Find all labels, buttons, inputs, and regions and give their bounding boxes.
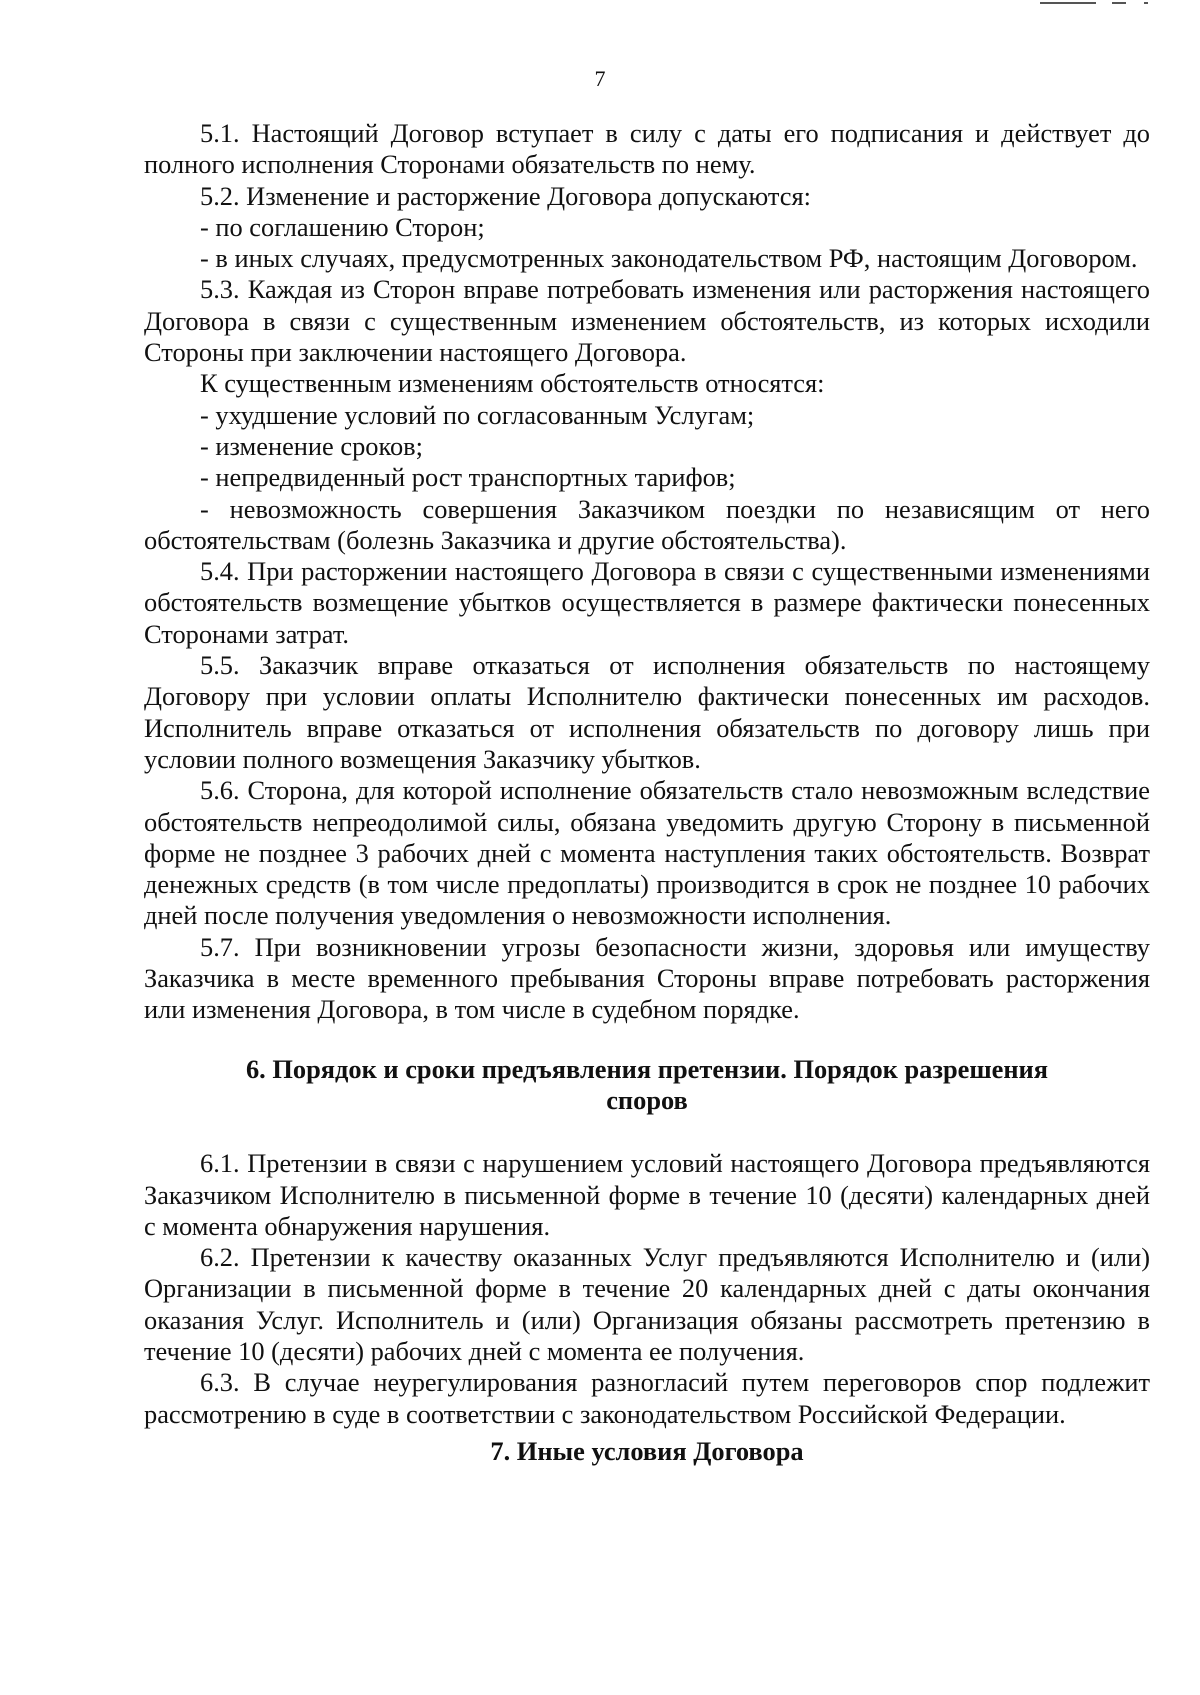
list-item-agreement: - по соглашению Сторон; bbox=[200, 211, 485, 242]
paragraph-5-2: 5.2. Изменение и расторжение Договора допускаются: bbox=[200, 180, 811, 211]
paragraph-5-3: 5.3. Каждая из Сторон вправе потребовать изменения или расторжения настоящего Договора в связи с существенным изменением обстоятельств, из которых исходили Стороны при заключении настоящего Договора. bbox=[144, 274, 1150, 368]
paragraph-5-1: 5.1. Настоящий Договор вступает в силу с даты его подписания и действует до полного исполнения Сторонами обязательств по нему. bbox=[144, 118, 1150, 180]
paragraph-5-7: 5.7. При возникновении угрозы безопасности жизни, здоровья или имуществу Заказчика в месте временного пребывания Стороны вправе потребовать расторжения или изменения Договора, в том числе в судебном порядке. bbox=[144, 931, 1150, 1025]
page-number: 7 bbox=[594, 66, 606, 91]
list-item-term-change: - изменение сроков; bbox=[200, 430, 423, 461]
paragraph-6-1: 6.1. Претензии в связи с нарушением условий настоящего Договора предъявляются Заказчиком Исполнителю в письменной форме в течение 10 (десяти) календарных дней с момента обнаружения нарушения. bbox=[144, 1148, 1150, 1241]
paragraph-5-6: 5.6. Сторона, для которой исполнение обязательств стало невозможным вследствие обстоятельств непреодолимой силы, обязана уведомить другую Сторону в письменной форме не позднее 3 рабочих дней с момента наступления таких обстоятельств. Возврат денежных средств (в том числе предоплаты) производится в срок не позднее 10 рабочих дней после получения уведомления о невозможности исполнения. bbox=[144, 775, 1150, 931]
spacer bbox=[144, 1116, 1150, 1148]
paragraph-5-5: 5.5. Заказчик вправе отказаться от исполнения обязательств по настоящему Договору при условии оплаты Исполнителю фактически понесенных им расходов. Исполнитель вправе отказаться от исполнения обязательств по договору лишь при условии полного возмещения Заказчику убытков. bbox=[144, 650, 1150, 774]
paragraph-6-3: 6.3. В случае неурегулирования разногласий путем переговоров спор подлежит рассмотрению в суде в соответствии с законодательством Российской Федерации. bbox=[144, 1367, 1150, 1429]
scan-corner-mark bbox=[1040, 0, 1160, 6]
section-6-heading-line-2: споров bbox=[606, 1084, 688, 1115]
list-item-worsening: - ухудшение условий по согласованным Услугам; bbox=[200, 399, 755, 430]
list-item-other-cases: - в иных случаях, предусмотренных законодательством РФ, настоящим Договором. bbox=[200, 243, 1138, 274]
section-7-heading: 7. Иные условия Договора bbox=[490, 1435, 804, 1466]
list-item-trip-impossible: - невозможность совершения Заказчиком поездки по независящим от него обстоятельствам (болезнь Заказчика и другие обстоятельства). bbox=[144, 493, 1150, 555]
paragraph-essential-changes: К существенным изменениям обстоятельств относятся: bbox=[200, 368, 825, 399]
paragraph-6-2: 6.2. Претензии к качеству оказанных Услуг предъявляются Исполнителю и (или) Организации в письменной форме в течение 20 календарных дней с даты окончания оказания Услуг. Исполнитель и (или) Организация обязаны рассмотреть претензию в течение 10 (десяти) рабочих дней с момента ее получения. bbox=[144, 1242, 1150, 1366]
section-6-heading-line-1: 6. Порядок и сроки предъявления претензии. Порядок разрешения bbox=[245, 1053, 1049, 1084]
document-body bbox=[144, 118, 1150, 1467]
spacer bbox=[144, 1026, 1150, 1054]
list-item-tariff-growth: - непредвиденный рост транспортных тарифов; bbox=[200, 462, 736, 493]
paragraph-5-4: 5.4. При расторжении настоящего Договора в связи с существенными изменениями обстоятельств возмещение убытков осуществляется в размере фактически понесенных Сторонами затрат. bbox=[144, 556, 1150, 649]
